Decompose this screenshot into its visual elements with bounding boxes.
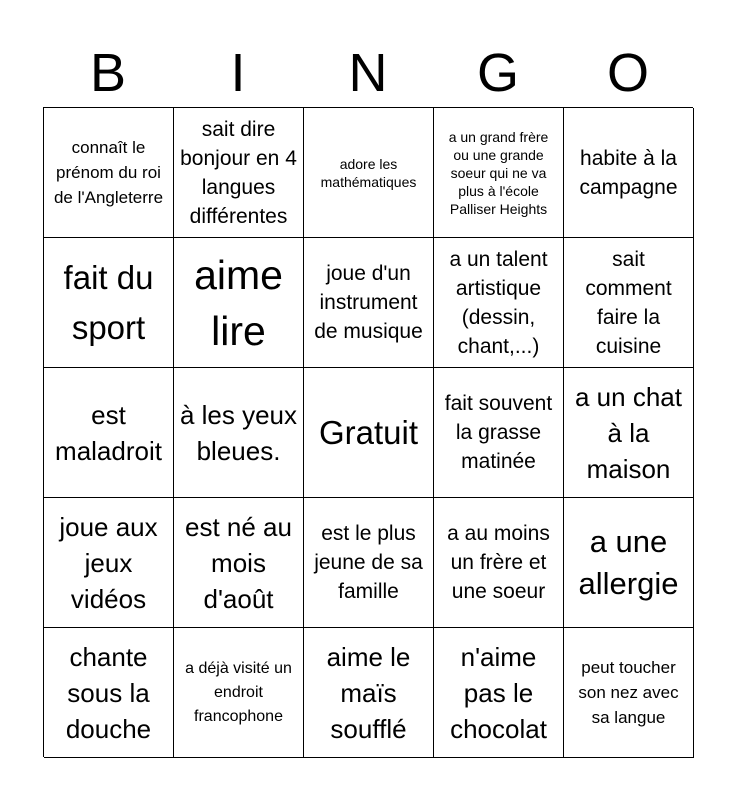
cell-text: joue d'un instrument de musique <box>314 262 423 343</box>
bingo-cell-r2c5[interactable] <box>564 238 694 368</box>
cell-text: connaît le prénom du roi de l'Angleterre <box>53 138 164 207</box>
header-letter-o: O <box>606 43 649 103</box>
cell-text: a un chat à la maison <box>575 381 682 484</box>
bingo-cell-r5c3[interactable] <box>304 628 434 758</box>
bingo-cell-r2c2[interactable] <box>174 238 304 368</box>
cell-text: joue aux jeux vidéos <box>59 511 158 614</box>
cell-text: aime le maïs soufflé <box>326 641 411 744</box>
bingo-cell-r3c1[interactable] <box>44 368 174 498</box>
bingo-cell-r3c5[interactable] <box>564 368 694 498</box>
cell-text: a une allergie <box>578 523 679 601</box>
bingo-cell-r4c5[interactable] <box>564 498 694 628</box>
header-letter-i: I <box>230 43 246 103</box>
bingo-header <box>43 40 693 106</box>
bingo-cell-r1c4[interactable] <box>434 108 564 238</box>
cell-text: est le plus jeune de sa famille <box>314 522 423 603</box>
cell-text: habite à la campagne <box>579 146 678 199</box>
bingo-cell-free[interactable] <box>304 368 434 498</box>
cell-text: aime lire <box>194 251 283 354</box>
bingo-cell-r1c5[interactable] <box>564 108 694 238</box>
bingo-cell-r3c4[interactable] <box>434 368 564 498</box>
cell-text: chante sous la douche <box>65 641 152 744</box>
bingo-cell-r5c2[interactable] <box>174 628 304 758</box>
bingo-cell-r4c1[interactable] <box>44 498 174 628</box>
bingo-cell-r5c4[interactable] <box>434 628 564 758</box>
bingo-cell-r4c4[interactable] <box>434 498 564 628</box>
cell-text: a un grand frère ou une grande soeur qui ne va plus à l'école Palliser Heights <box>448 128 549 217</box>
cell-text: a un talent artistique (dessin, chant,...) <box>449 247 548 358</box>
bingo-cell-r4c2[interactable] <box>174 498 304 628</box>
header-letter-b: B <box>89 43 127 103</box>
bingo-cell-r4c3[interactable] <box>304 498 434 628</box>
free-space-label: Gratuit <box>318 413 419 451</box>
header-letter-g: G <box>476 43 519 103</box>
cell-text: a au moins un frère et une soeur <box>447 522 550 603</box>
cell-text: sait comment faire la cuisine <box>585 247 672 358</box>
cell-text: est maladroit <box>55 399 162 466</box>
bingo-cell-r1c2[interactable] <box>174 108 304 238</box>
bingo-cell-r5c1[interactable] <box>44 628 174 758</box>
bingo-board <box>43 107 693 757</box>
cell-text: a déjà visité un endroit francophone <box>185 659 292 725</box>
cell-text: à les yeux bleues. <box>179 399 298 466</box>
bingo-cell-r1c3[interactable] <box>304 108 434 238</box>
bingo-cell-r2c4[interactable] <box>434 238 564 368</box>
bingo-cell-r2c3[interactable] <box>304 238 434 368</box>
cell-text: adore les mathématiques <box>320 155 417 190</box>
bingo-cell-r1c1[interactable] <box>44 108 174 238</box>
bingo-cell-r5c5[interactable] <box>564 628 694 758</box>
cell-text: est né au mois d'août <box>185 511 292 614</box>
bingo-cell-r3c2[interactable] <box>174 368 304 498</box>
cell-text: n'aime pas le chocolat <box>450 641 547 744</box>
cell-text: peut toucher son nez avec sa langue <box>578 658 679 727</box>
cell-text: sait dire bonjour en 4 langues différentes <box>180 117 297 228</box>
bingo-cell-r2c1[interactable] <box>44 238 174 368</box>
cell-text: fait du sport <box>63 258 154 346</box>
header-letter-n: N <box>348 43 388 103</box>
cell-text: fait souvent la grasse matinée <box>444 392 553 473</box>
